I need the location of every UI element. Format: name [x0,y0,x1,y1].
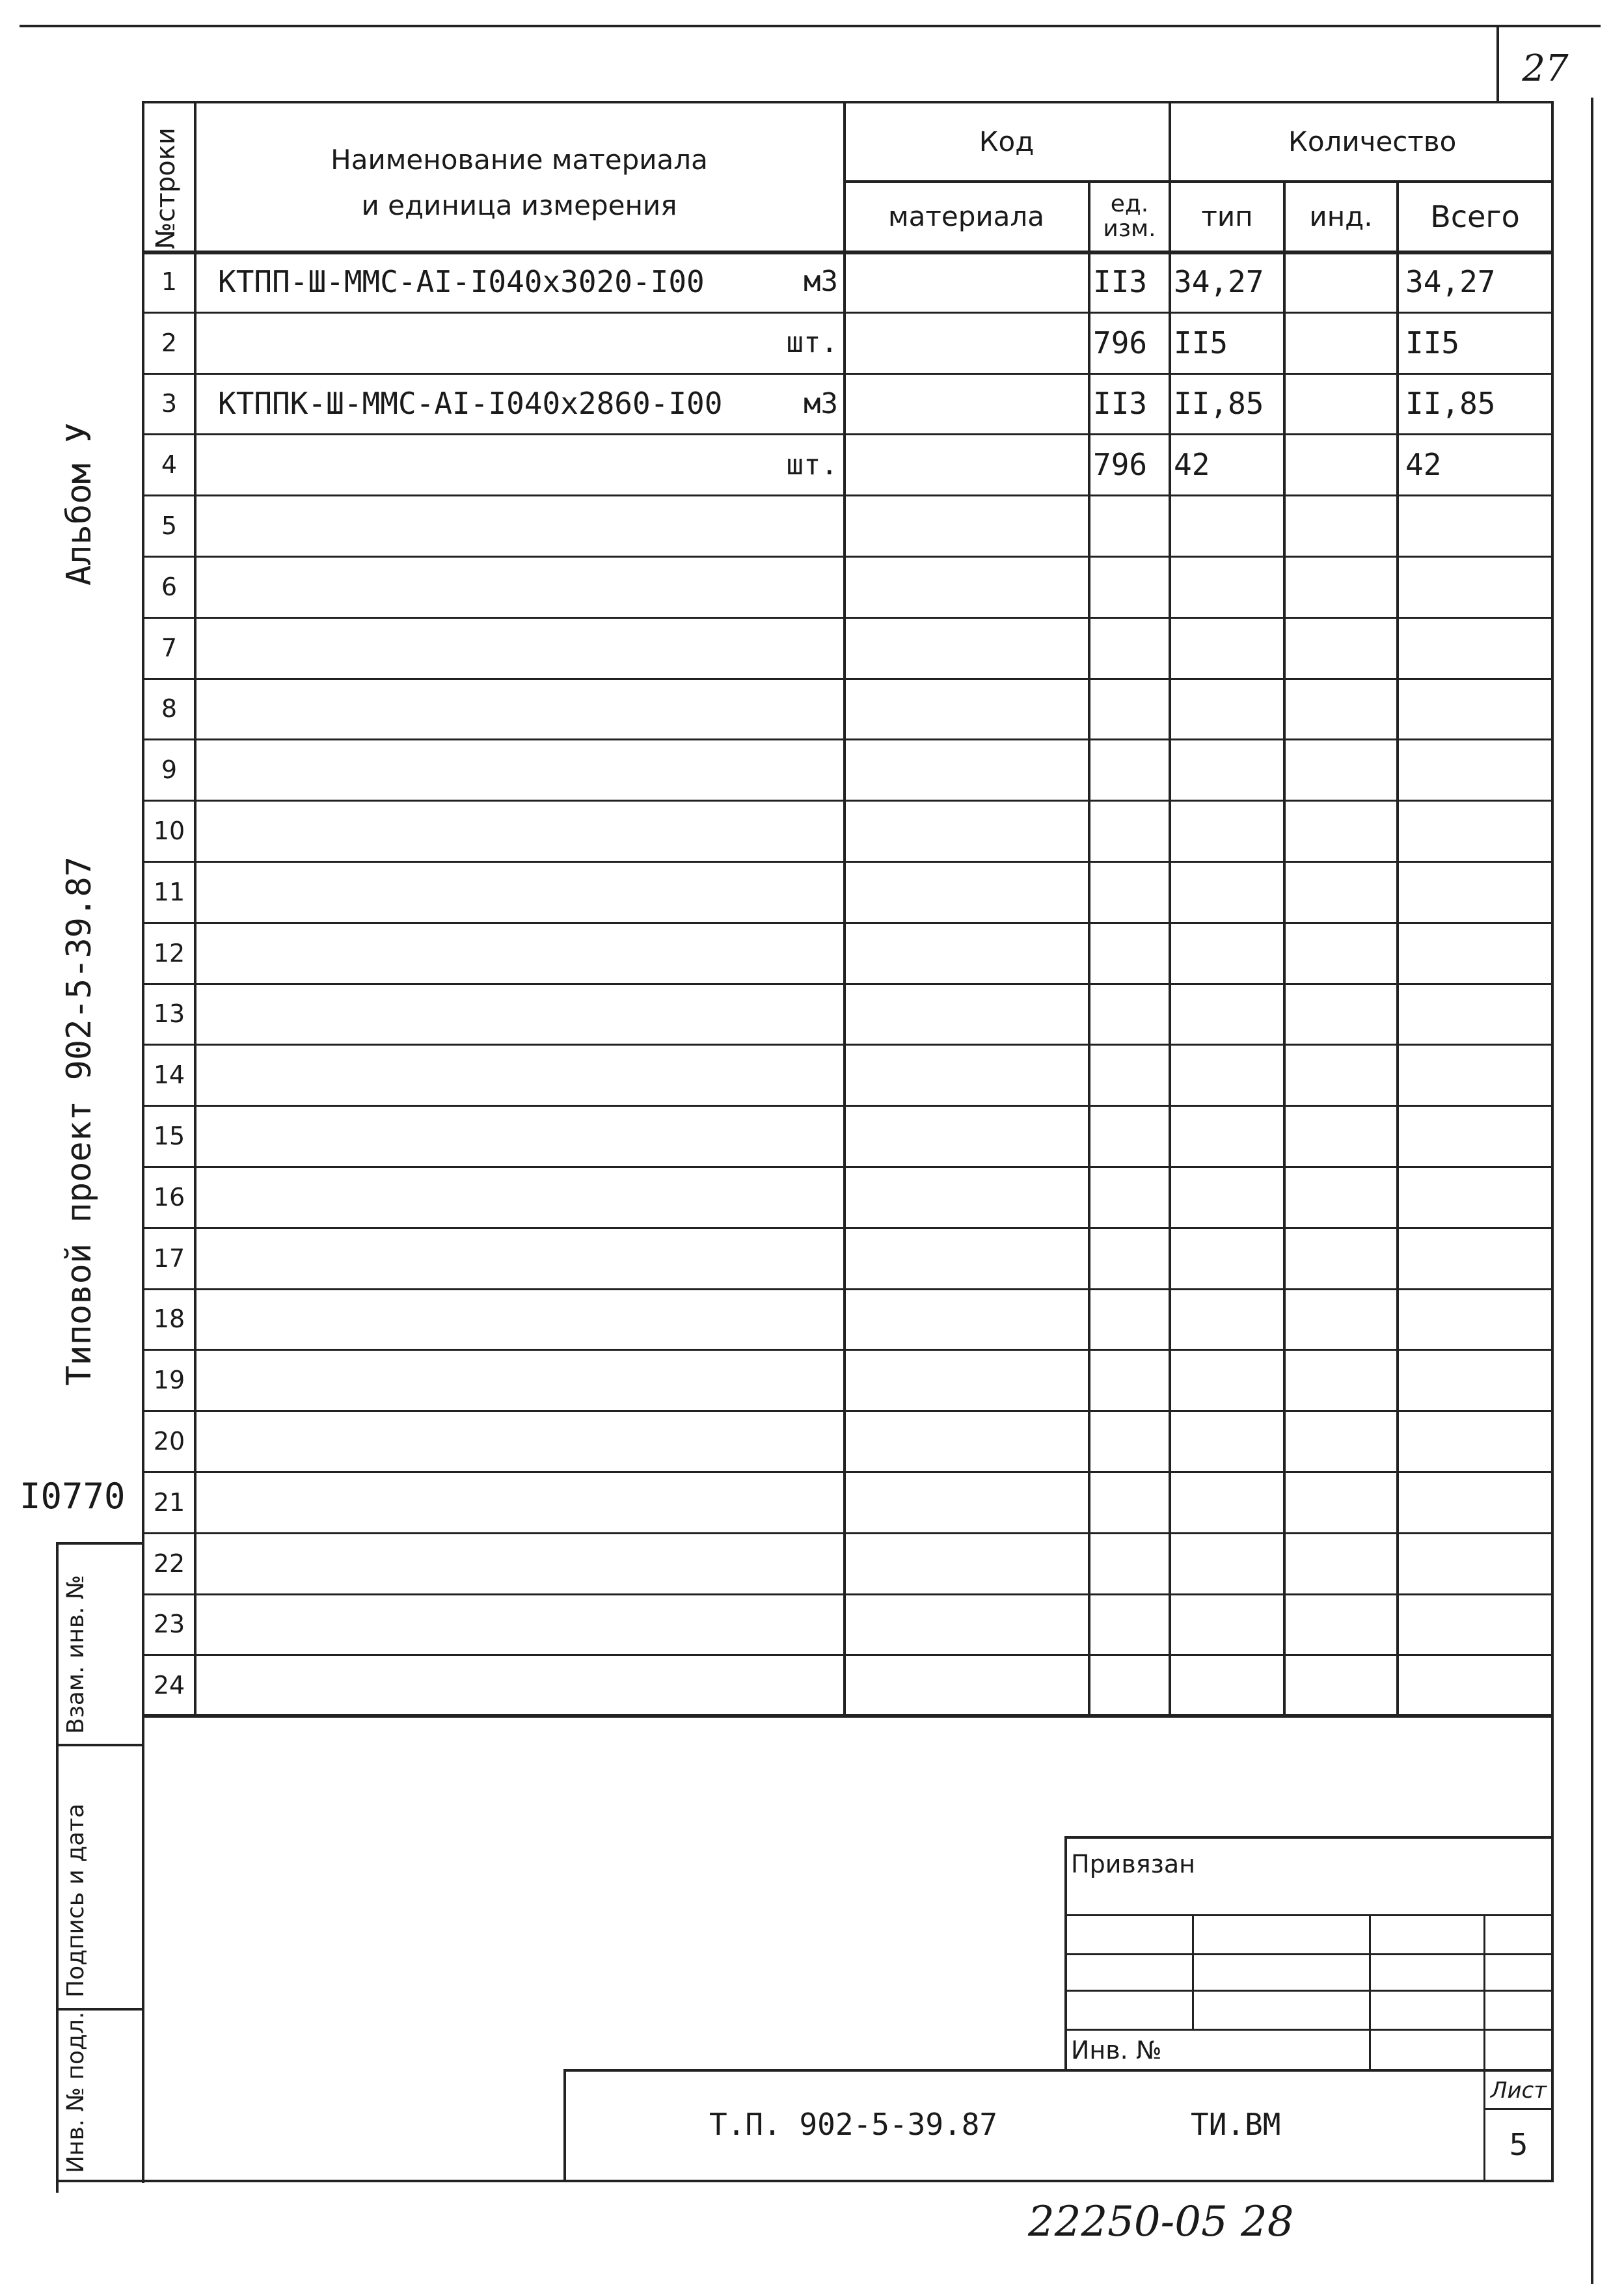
material-unit-name: м3 [804,265,838,299]
row-number-header: №строки [151,128,181,249]
unit-code [1093,1291,1169,1348]
unit-code: 796 [1093,325,1148,360]
qty-type [1174,1230,1283,1287]
qty-ind [1288,314,1396,372]
unit-code [1093,741,1169,798]
material-name [218,681,673,738]
qty-total [1405,497,1549,554]
quantity-header: Количество [1288,126,1457,157]
material-code [846,1169,1088,1226]
material-name [218,1351,673,1409]
qty-type [1174,986,1283,1043]
tb-col-2 [1369,1914,1371,2070]
qty-type [1174,802,1283,860]
material-name [218,497,673,554]
row-number: 4 [161,450,178,480]
qty-total [1405,1535,1549,1592]
unit-code [1093,681,1169,738]
unit-code: II3 [1093,264,1148,299]
material-code [846,1535,1088,1592]
material-unit-name [677,1413,838,1470]
tb-sheet-split-line [1483,2108,1554,2110]
code-material-header: материала [887,200,1044,232]
table-row [0,373,1624,434]
table-top-line [142,101,1554,103]
qty-type [1174,1046,1283,1104]
qty-ind [1288,925,1396,982]
material-unit-name [677,1291,838,1348]
material-code [846,253,1088,310]
material-code [846,1107,1088,1165]
qty-total: 34,27 [1405,264,1496,299]
table-row [0,738,1624,800]
material-code [846,1046,1088,1104]
material-unit-name [677,1169,838,1226]
row-number: 13 [153,999,185,1029]
code-header: Код [979,126,1035,157]
row-number: 9 [161,755,178,785]
row-number: 17 [153,1243,185,1273]
qty-total [1405,802,1549,860]
unit-code [1093,1230,1169,1287]
unit-code [1093,986,1169,1043]
material-name [218,1474,673,1531]
qty-total [1405,1413,1549,1470]
tb-line-b [1064,1953,1554,1955]
material-unit-name [677,1230,838,1287]
qty-total [1405,986,1549,1043]
qty-ind [1288,863,1396,921]
unit-code: 796 [1093,447,1148,483]
table-row [0,1227,1624,1288]
qty-ind [1288,1413,1396,1470]
qty-total [1405,681,1549,738]
table-row [0,1593,1624,1655]
qty-ind [1288,1596,1396,1653]
qty-type [1174,863,1283,921]
document-code: ТИ.ВМ [1191,2107,1281,2142]
qty-type [1174,1474,1283,1531]
qty-total [1405,1046,1549,1104]
stamp-left-line [56,1542,59,2193]
qty-total [1405,619,1549,677]
qty-total [1405,863,1549,921]
table-row [0,251,1624,312]
table-row [0,1288,1624,1349]
row-number: 15 [153,1122,185,1151]
qty-ind [1288,1535,1396,1592]
row-number: 20 [153,1427,185,1456]
material-code [846,314,1088,372]
material-code [846,925,1088,982]
qty-total [1405,1596,1549,1653]
material-code [846,375,1088,433]
material-unit-name [677,1535,838,1592]
tb-line-a [1064,1914,1554,1916]
qty-type [1174,1351,1283,1409]
table-row [0,678,1624,739]
material-unit-name [677,1474,838,1531]
qty-type [1174,741,1283,798]
qty-total [1405,741,1549,798]
row-number: 2 [161,328,178,357]
material-name [218,1596,673,1653]
qty-type [1174,681,1283,738]
qty-type [1174,1535,1283,1592]
qty-total [1405,1230,1549,1287]
qty-total [1405,558,1549,616]
page-number-box-left [1496,25,1499,103]
unit-code [1093,1351,1169,1409]
stamp-bottom-line [56,2180,142,2182]
qty-type: 34,27 [1174,264,1264,299]
unit-code [1093,1413,1169,1470]
table-row [0,983,1624,1044]
qty-ind [1288,1169,1396,1226]
table-row [0,1044,1624,1105]
material-name [218,314,673,372]
material-name [218,436,673,493]
material-name [218,1291,673,1348]
material-code [846,1596,1088,1653]
unit-code [1093,863,1169,921]
material-name [218,1169,673,1226]
material-name [218,802,673,860]
qty-type [1174,1413,1283,1470]
document-designation: Т.П. 902-5-39.87 [709,2107,998,2142]
table-row [0,556,1624,617]
material-name [218,619,673,677]
unit-code [1093,558,1169,616]
qty-type [1174,1596,1283,1653]
qty-type: II5 [1174,325,1228,360]
material-unit-name [677,1107,838,1165]
row-number: 22 [153,1549,185,1578]
material-unit-name [677,741,838,798]
table-row [0,800,1624,861]
tb-line-c [1064,1990,1554,1992]
stamp-line-1 [56,1744,142,1746]
row-number: 18 [153,1305,185,1334]
row-number: 3 [161,389,178,418]
qty-total: II,85 [1405,386,1496,422]
material-unit-name [677,1596,838,1653]
qty-total [1405,1169,1549,1226]
qty-type: II,85 [1174,386,1264,422]
archive-number: I0770 [20,1476,126,1517]
vzam-inv-label: Взам. инв. № [62,1575,89,1734]
material-code [846,497,1088,554]
project-label: Типовой проект 902-5-39.87 [60,856,99,1386]
row-number: 11 [153,877,185,906]
table-row [0,922,1624,983]
tb-col-3 [1483,1914,1485,2070]
qty-type [1174,497,1283,554]
material-unit-name: шт. [786,326,838,360]
podpis-data-label: Подпись и дата [62,1803,89,1998]
inv-no-label: Инв. № [1071,2036,1162,2065]
row-number: 14 [153,1061,185,1090]
qty-ind [1288,1474,1396,1531]
tb-main-top-line [563,2069,1554,2072]
name-header-line2: и единица измерения [361,189,677,221]
qty-type-header: тип [1201,200,1253,232]
row-number: 19 [153,1366,185,1395]
qty-ind [1288,253,1396,310]
material-unit-name: шт. [786,448,838,481]
qty-ind [1288,1351,1396,1409]
material-unit-name [677,558,838,616]
table-row [0,1654,1624,1715]
tb-top-line [1064,1836,1554,1839]
qty-total-header: Всего [1430,198,1520,234]
unit-code [1093,1474,1169,1531]
material-unit-name [677,863,838,921]
unit-code [1093,1169,1169,1226]
page-number: 27 [1522,47,1569,90]
row-number: 5 [161,511,178,541]
row-number: 6 [161,572,178,601]
material-name [218,1535,673,1592]
table-row [0,861,1624,922]
stamp-top-line [56,1542,142,1545]
name-header-line1: Наименование материала [331,143,708,176]
material-code [846,1291,1088,1348]
row-number: 23 [153,1610,185,1639]
privyazan-label: Привязан [1071,1850,1195,1878]
qty-ind [1288,802,1396,860]
material-code [846,802,1088,860]
title-bottom-line [142,2180,1554,2182]
qty-ind [1288,619,1396,677]
unit-code [1093,1596,1169,1653]
tb-col-1 [1192,1914,1194,2029]
unit-code [1093,1107,1169,1165]
qty-total [1405,925,1549,982]
table-row [0,433,1624,494]
material-unit-name [677,1351,838,1409]
material-unit-name [677,986,838,1043]
material-name [218,986,673,1043]
qty-ind [1288,1230,1396,1287]
table-row [0,1410,1624,1471]
material-code [846,436,1088,493]
tb-main-left-line [563,2069,566,2182]
material-code [846,741,1088,798]
qty-ind [1288,741,1396,798]
qty-total [1405,1474,1549,1531]
qty-total [1405,1351,1549,1409]
row-number: 16 [153,1182,185,1212]
unit-code [1093,497,1169,554]
table-row [0,494,1624,556]
material-name [218,1230,673,1287]
tb-line-d [1064,2029,1554,2031]
sheet-number: 5 [1509,2127,1528,2162]
qty-type [1174,1107,1283,1165]
material-name [218,741,673,798]
album-label: Альбом У [60,422,99,586]
qty-ind [1288,1046,1396,1104]
unit-code [1093,1657,1169,1714]
material-name [218,558,673,616]
row-number: 1 [161,267,178,296]
table-row [0,1532,1624,1593]
qty-total: II5 [1405,325,1460,360]
qty-type [1174,925,1283,982]
qty-type: 42 [1174,447,1210,483]
qty-ind [1288,1291,1396,1348]
material-code [846,1230,1088,1287]
table-row [0,1105,1624,1166]
material-code [846,863,1088,921]
material-code [846,986,1088,1043]
material-name: КТППК-Ш-ММС-АI-I040x2860-I00 [218,386,723,422]
qty-total [1405,1291,1549,1348]
material-unit-name: м3 [804,386,838,420]
material-name [218,1107,673,1165]
row-number: 8 [161,694,178,724]
qty-type [1174,619,1283,677]
table-row [0,1349,1624,1410]
row-number: 10 [153,817,185,846]
qty-ind [1288,558,1396,616]
material-name [218,1413,673,1470]
qty-type [1174,1657,1283,1714]
material-code [846,1657,1088,1714]
material-code [846,1474,1088,1531]
sheet-label: Лист [1490,2078,1547,2104]
material-code [846,1351,1088,1409]
unit-code [1093,1046,1169,1104]
material-name [218,1657,673,1714]
qty-ind [1288,1107,1396,1165]
unit-code [1093,925,1169,982]
qty-ind [1288,497,1396,554]
top-border [20,25,1601,27]
qty-type [1174,1291,1283,1348]
row-number: 7 [161,633,178,662]
qty-ind-header: инд. [1309,200,1373,232]
unit-code [1093,802,1169,860]
material-name: КТПП-Ш-ММС-АI-I040x3020-I00 [218,264,705,299]
qty-ind [1288,986,1396,1043]
material-code [846,681,1088,738]
qty-ind [1288,436,1396,493]
qty-total [1405,1657,1549,1714]
qty-ind [1288,1657,1396,1714]
qty-type [1174,558,1283,616]
material-code [846,558,1088,616]
material-unit-name [677,619,838,677]
material-code [846,1413,1088,1470]
qty-ind [1288,375,1396,433]
unit-code [1093,1535,1169,1592]
row-number: 12 [153,938,185,968]
material-code [846,619,1088,677]
table-row [0,1471,1624,1532]
unit-code: II3 [1093,386,1148,422]
qty-total: 42 [1405,447,1442,483]
footer-handwritten-number: 22250-05 28 [1028,2198,1294,2246]
stamp-line-2 [56,2008,142,2011]
inv-podl-label: Инв. № подл. [62,2011,89,2173]
qty-ind [1288,681,1396,738]
material-name [218,863,673,921]
unit-code [1093,619,1169,677]
table-row [0,312,1624,373]
qty-type [1174,1169,1283,1226]
material-unit-name [677,681,838,738]
material-name [218,1046,673,1104]
code-unit-header: ед. изм. [1103,190,1156,242]
material-unit-name [677,1657,838,1714]
material-name [218,925,673,982]
qty-total [1405,1107,1549,1165]
row-number: 24 [153,1671,185,1700]
table-row [0,1166,1624,1227]
material-unit-name [677,925,838,982]
material-unit-name [677,802,838,860]
material-unit-name [677,497,838,554]
row-number: 21 [153,1487,185,1517]
table-row [0,617,1624,678]
material-unit-name [677,1046,838,1104]
